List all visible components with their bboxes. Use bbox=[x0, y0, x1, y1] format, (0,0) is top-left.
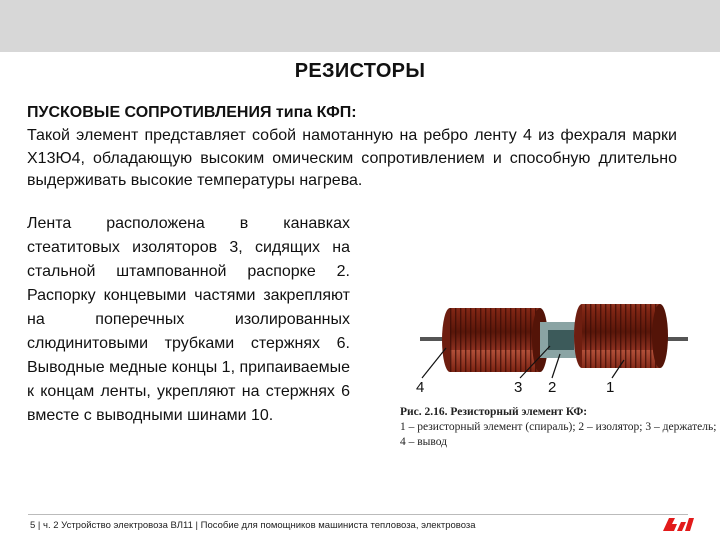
rzd-logo bbox=[660, 514, 696, 534]
left-coil bbox=[450, 308, 540, 372]
figure-caption bbox=[400, 405, 718, 450]
figure-label-1: 1 bbox=[606, 379, 615, 396]
top-band bbox=[0, 0, 720, 52]
footer-text: 5 | ч. 2 Устройство электровоза ВЛ11 | Пособие для помощников машиниста тепловоза, электровоза bbox=[30, 520, 476, 531]
slide-title: РЕЗИСТОРЫ bbox=[294, 60, 426, 82]
intro-paragraph: Такой элемент представляет собой намотанную на ребро ленту 4 из фехраля марки Х13Ю4, обладающую высоким омическим сопротивлением и способную длительно выдерживать высокие температуры нагрева. bbox=[27, 127, 677, 189]
figure-label-3: 3 bbox=[514, 379, 523, 396]
right-coil bbox=[582, 304, 660, 368]
figure-label-2: 2 bbox=[548, 379, 557, 396]
section-heading: ПУСКОВЫЕ СОПРОТИВЛЕНИЯ типа КФП: bbox=[27, 104, 357, 121]
caption-text: 1 – резисторный элемент (спираль); 2 – изолятор; 3 – держатель; 4 – вывод bbox=[400, 421, 717, 448]
body-paragraph: Лента расположена в канавках стеатитовых изоляторов 3, сидящих на стальной штампованной распорке 2. Распорку концевыми частями закрепляют на поперечных изолированных слюдинитовыми трубками стержнях 6. Выводные медные концы 1, припаиваемые к концам ленты, укрепляют на стержнях 6 вместе с выводными шинами 10. bbox=[27, 215, 350, 424]
figure-label-4: 4 bbox=[416, 379, 425, 396]
footer-divider bbox=[28, 514, 688, 515]
caption-title: Рис. 2.16. Резисторный элемент КФ: bbox=[400, 406, 588, 418]
